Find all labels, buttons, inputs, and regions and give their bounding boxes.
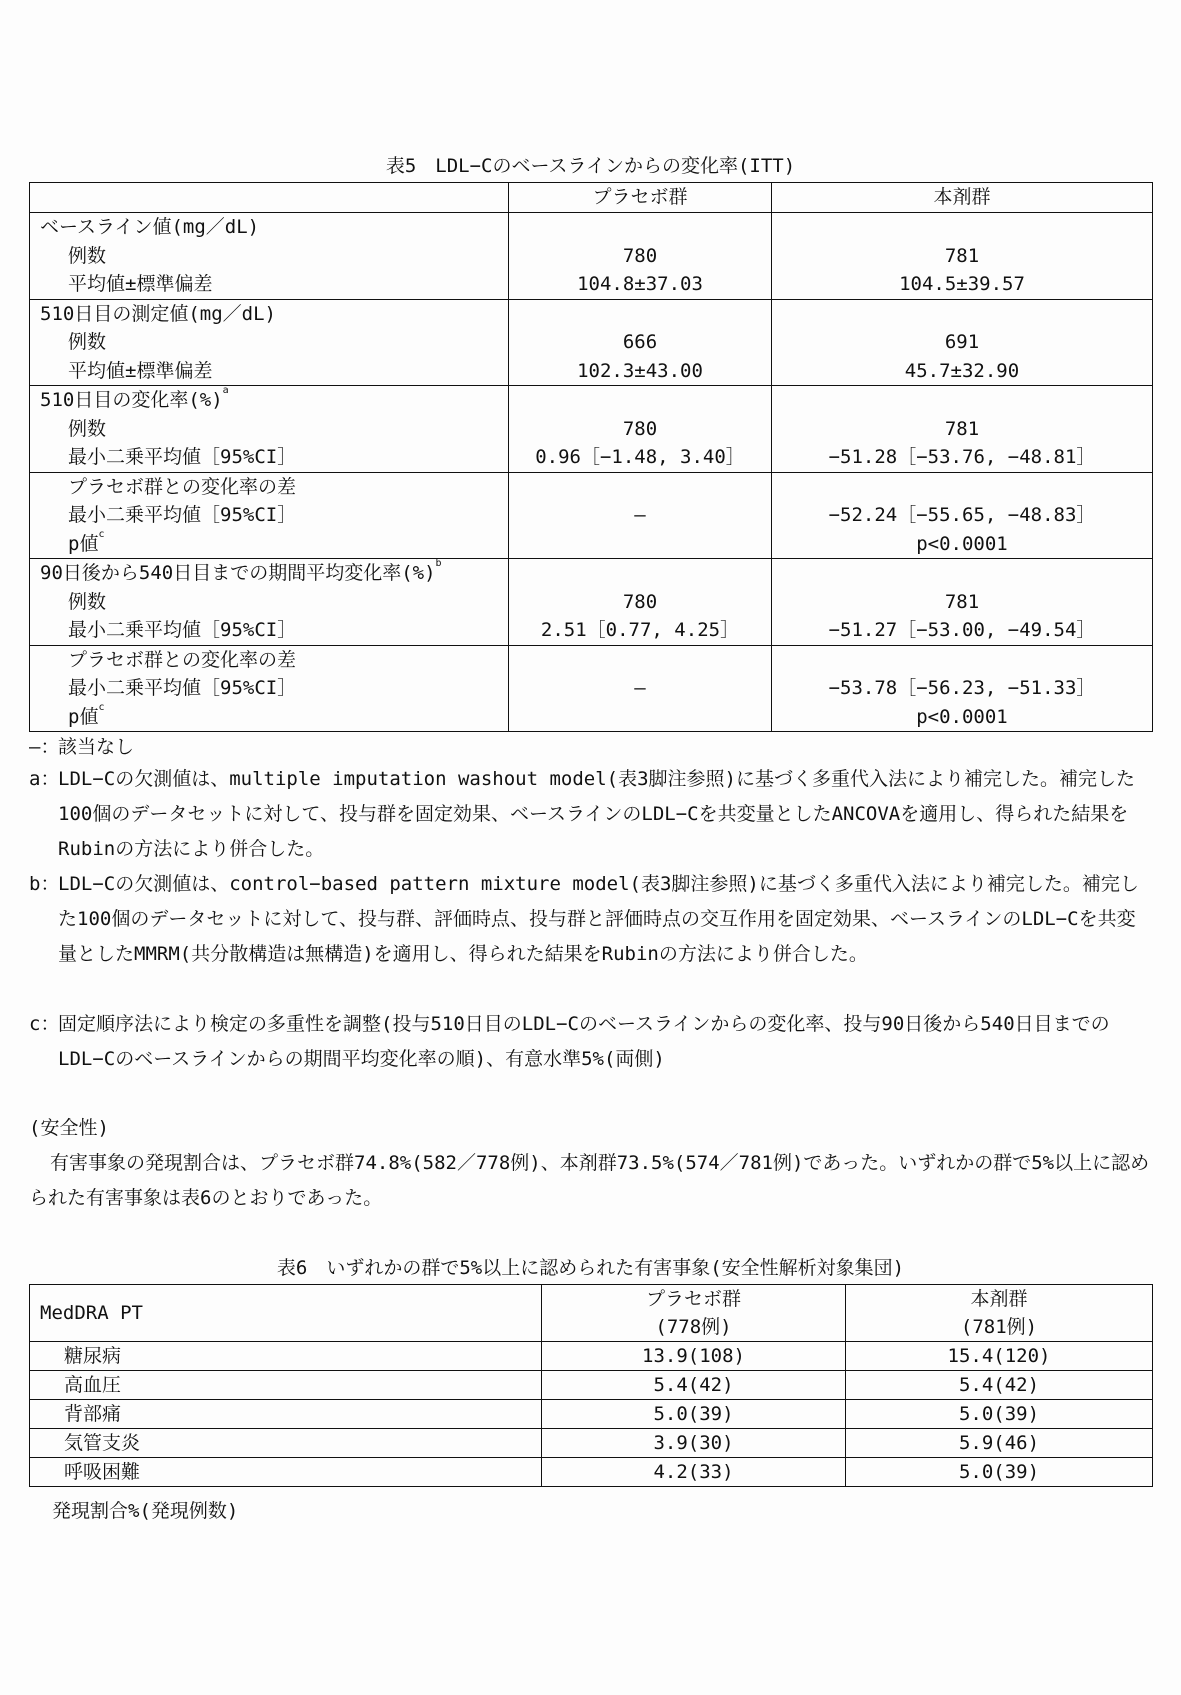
row-label: 例数 <box>68 331 107 353</box>
table6-footnote: 発現割合%(発現例数) <box>52 1500 239 1522</box>
cell-value: 0.96［−1.48, 3.40］ <box>535 446 745 468</box>
cell-value: 781 <box>944 244 980 267</box>
section-heading: 90日後から540日目までの期間平均変化率(%) <box>40 562 436 584</box>
cell-value: 780 <box>622 590 658 613</box>
note-b <box>29 867 1154 972</box>
row-label: p値 <box>68 532 99 555</box>
row-label: 例数 <box>68 244 107 267</box>
ae-placebo: 5.4(42) <box>542 1371 846 1400</box>
section-heading: プラセボ群との変化率の差 <box>68 475 297 498</box>
row-label: 例数 <box>68 417 107 440</box>
cell-value: −51.28［−53.76, −48.81］ <box>828 446 1096 468</box>
note-dash <box>29 730 1154 765</box>
table-row <box>30 1429 1153 1458</box>
row-label: p値 <box>68 705 99 728</box>
cell-value: 781 <box>944 417 980 440</box>
table5-caption: 表5 LDL−Cのベースラインからの変化率(ITT) <box>385 155 796 177</box>
cell-value: 104.8±37.03 <box>577 273 703 295</box>
table-row <box>30 1400 1153 1429</box>
cell-value: −51.27［−53.00, −49.54］ <box>828 619 1096 641</box>
table6-header-term: MedDRA PT <box>30 1285 542 1342</box>
footnote-mark: c <box>98 528 105 540</box>
row-label: 平均値±標準偏差 <box>68 273 213 295</box>
ae-term: 気管支炎 <box>30 1429 542 1458</box>
ae-term: 背部痛 <box>30 1400 542 1429</box>
note-mark: c： <box>29 1013 60 1035</box>
cell-value: 780 <box>622 417 658 440</box>
table5-section-day510-measure <box>30 299 1153 386</box>
table5-section-baseline <box>30 213 1153 300</box>
cell-value: — <box>634 504 646 526</box>
ae-drug: 5.4(42) <box>846 1371 1153 1400</box>
table5 <box>29 182 1153 732</box>
table6-caption: 表6 いずれかの群で5%以上に認められた有害事象(安全性解析対象集団) <box>276 1257 905 1279</box>
table6-header-row <box>30 1285 1153 1342</box>
table-row <box>30 1342 1153 1371</box>
cell-value: — <box>634 677 646 699</box>
cell-value: p<0.0001 <box>916 705 1008 728</box>
note-mark: —： <box>29 736 60 758</box>
footnote-mark: a <box>222 385 229 396</box>
ae-drug: 5.0(39) <box>846 1458 1153 1487</box>
section-heading: ベースライン値(mg／dL) <box>40 216 260 238</box>
table6-header-drug: 本剤群 <box>970 1288 1028 1310</box>
cell-value: 666 <box>622 331 658 353</box>
row-label: 最小二乗平均値［95%CI］ <box>68 677 297 699</box>
cell-value: −53.78［−56.23, −51.33］ <box>828 677 1096 699</box>
note-text: 固定順序法により検定の多重性を調整(投与510日目のLDL−Cのベースラインからの変化率、投与90日後から540日目までのLDL−Cのベースラインからの期間平均変化率の順)、有意水準5%(両側) <box>58 1013 1110 1070</box>
row-label: 最小二乗平均値［95%CI］ <box>68 446 297 468</box>
footnote-mark: b <box>435 558 442 569</box>
table5-section-day510-change <box>30 386 1153 473</box>
ae-term: 高血圧 <box>30 1371 542 1400</box>
cell-value: −52.24［−55.65, −48.83］ <box>828 504 1096 526</box>
safety-heading: (安全性) <box>29 1117 109 1139</box>
table5-header-drug: 本剤群 <box>772 183 1153 213</box>
note-c <box>29 1007 1154 1077</box>
ae-placebo: 13.9(108) <box>542 1342 846 1371</box>
table5-section-period-avg <box>30 559 1153 646</box>
cell-value: 104.5±39.57 <box>899 273 1025 295</box>
table-row <box>30 1371 1153 1400</box>
section-heading: 510日目の変化率(%) <box>40 389 223 411</box>
row-label: 最小二乗平均値［95%CI］ <box>68 504 297 526</box>
note-mark: b： <box>29 873 60 895</box>
table6 <box>29 1284 1153 1487</box>
table5-section-diff-510 <box>30 472 1153 559</box>
row-label: 最小二乗平均値［95%CI］ <box>68 619 297 641</box>
cell-value: 45.7±32.90 <box>904 359 1020 382</box>
footnote-mark: c <box>98 701 105 713</box>
row-label: 平均値±標準偏差 <box>68 359 213 382</box>
section-heading: 510日目の測定値(mg／dL) <box>40 302 276 325</box>
cell-value: 781 <box>944 590 980 613</box>
ae-term: 呼吸困難 <box>30 1458 542 1487</box>
note-mark: a： <box>29 768 60 790</box>
section-heading: プラセボ群との変化率の差 <box>68 648 297 671</box>
cell-value: 691 <box>944 331 980 353</box>
note-text: 該当なし <box>58 736 135 758</box>
cell-value: 102.3±43.00 <box>577 359 703 382</box>
ae-placebo: 4.2(33) <box>542 1458 846 1487</box>
note-text: LDL−Cの欠測値は、multiple imputation washout model(表3脚注参照)に基づく多重代入法により補完した。補完した100個のデータセットに対して、投与群を固定効果、ベースラインのLDL−Cを共変量としたANCOVAを適用し、得られた結果をRubinの方法により併合した。 <box>58 768 1135 860</box>
cell-value: 780 <box>622 244 658 267</box>
note-text: LDL−Cの欠測値は、control−based pattern mixture model(表3脚注参照)に基づく多重代入法により補完した。補完した100個のデータセットに対して、投与群、評価時点、投与群と評価時点の交互作用を固定効果、ベースラインのLDL−Cを共変量としたMMRM(共分散構造は無構造)を適用し、得られた結果をRubinの方法により併合した。 <box>58 873 1139 965</box>
ae-drug: 5.0(39) <box>846 1400 1153 1429</box>
ae-placebo: 3.9(30) <box>542 1429 846 1458</box>
table5-header-row <box>30 183 1153 213</box>
note-a <box>29 762 1154 867</box>
ae-drug: 5.9(46) <box>846 1429 1153 1458</box>
table6-header-placebo-n: (778例) <box>655 1316 732 1338</box>
table5-section-diff-period <box>30 645 1153 732</box>
table-row <box>30 1458 1153 1487</box>
ae-term: 糖尿病 <box>30 1342 542 1371</box>
row-label: 例数 <box>68 590 107 613</box>
table5-header-placebo: プラセボ群 <box>509 183 772 213</box>
cell-value: p<0.0001 <box>916 532 1008 555</box>
safety-paragraph: 有害事象の発現割合は、プラセボ群74.8%(582／778例)、本剤群73.5%(574／781例)であった。いずれかの群で5%以上に認められた有害事象は表6のとおりであった。 <box>29 1152 1150 1209</box>
table6-header-placebo: プラセボ群 <box>645 1288 741 1310</box>
table6-header-drug-n: (781例) <box>960 1316 1038 1338</box>
ae-placebo: 5.0(39) <box>542 1400 846 1429</box>
ae-drug: 15.4(120) <box>846 1342 1153 1371</box>
table5-header-blank <box>30 183 509 213</box>
cell-value: 2.51［0.77, 4.25］ <box>540 619 740 641</box>
